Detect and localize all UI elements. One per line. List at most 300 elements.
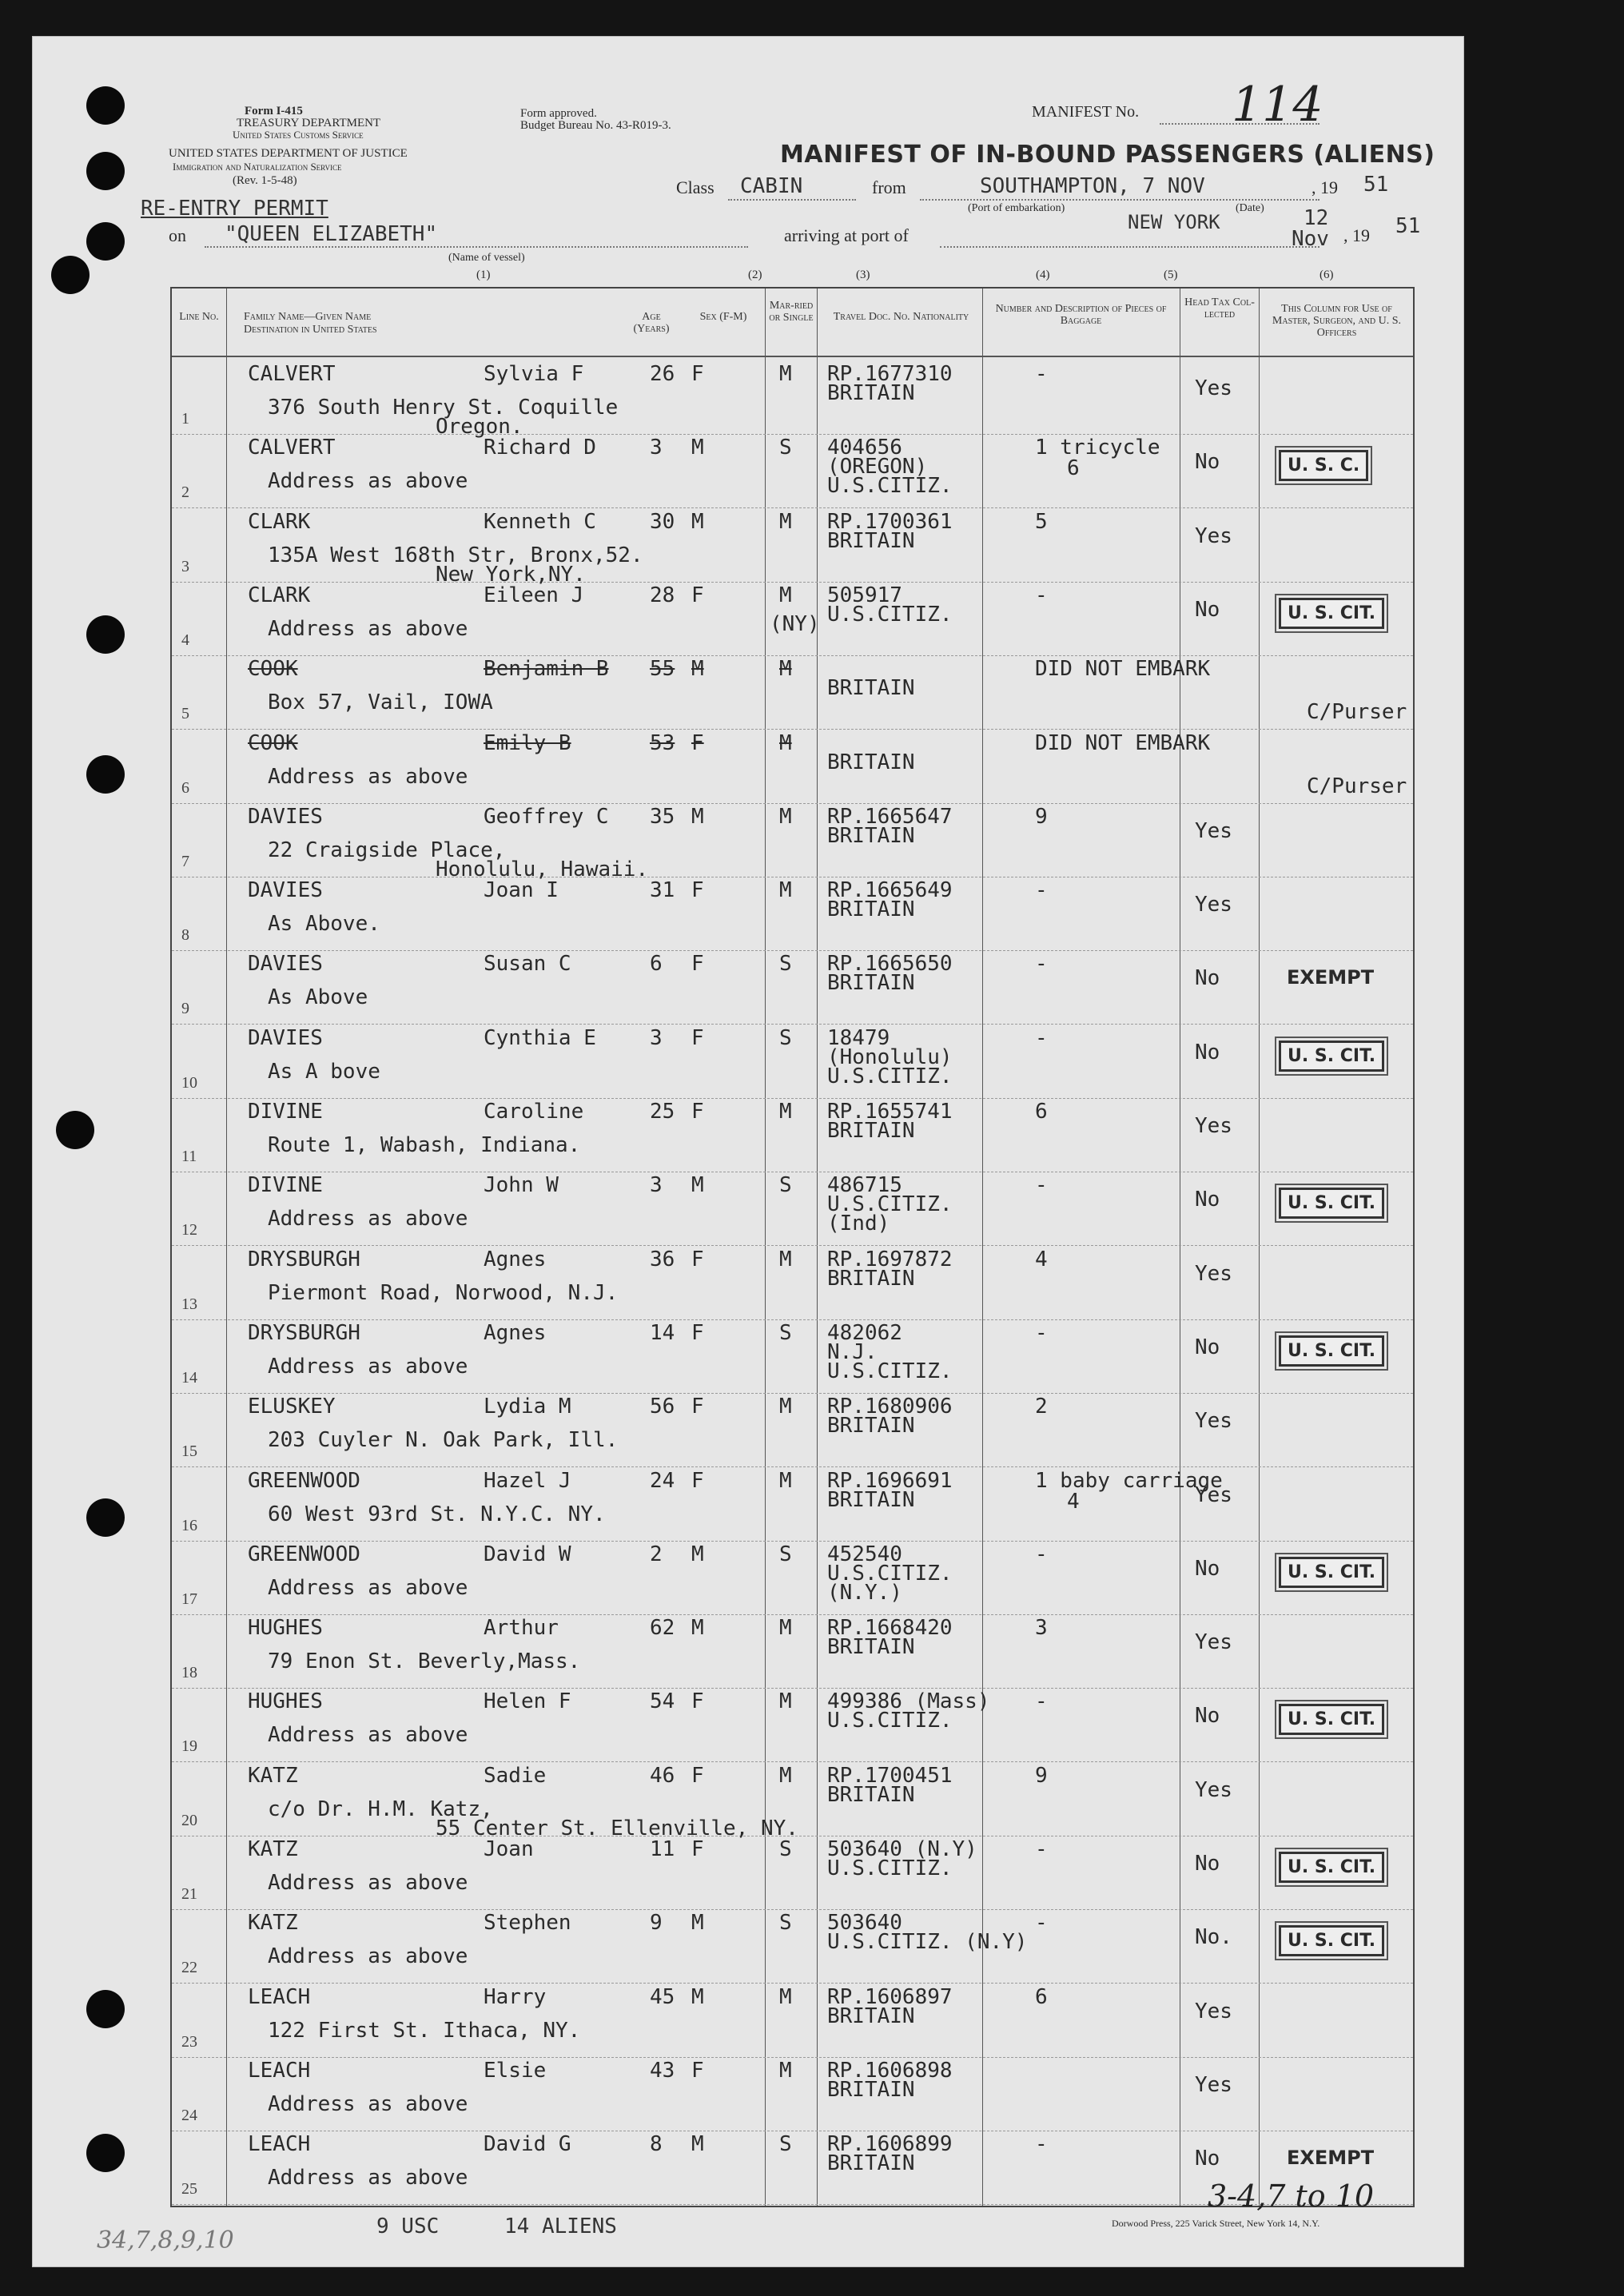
line-number: 8 — [181, 926, 189, 945]
printer-mark: Dorwood Press, 225 Varick Street, New York 14, N.Y. — [1112, 2218, 1320, 2229]
destination-line2: Oregon. — [436, 415, 523, 439]
head-tax: No — [1195, 1040, 1220, 1064]
date-caption: (Date) — [1236, 202, 1264, 214]
age: 14 — [650, 1320, 675, 1345]
head-tax: Yes — [1195, 523, 1232, 548]
marital-status: M — [779, 657, 792, 682]
travel-doc: 503640 — [827, 1911, 902, 1936]
destination: Address as above — [268, 1575, 468, 1600]
destination: Address as above — [268, 616, 468, 641]
age: 36 — [650, 1247, 675, 1271]
marital-status: S — [779, 1173, 792, 1198]
sex: M — [691, 1616, 704, 1641]
family-name: HUGHES — [248, 1616, 323, 1641]
table-row — [172, 800, 1413, 881]
family-name: DIVINE — [248, 1100, 323, 1124]
destination: Piermont Road, Norwood, N.J. — [268, 1280, 619, 1305]
travel-doc: RP.1665649 — [827, 878, 953, 903]
given-name: Hazel J — [484, 1468, 571, 1493]
nationality: N.J. — [827, 1339, 878, 1364]
travel-doc: RP.1606898 — [827, 2058, 953, 2083]
year-prefix-1: , 19 — [1312, 177, 1338, 197]
destination: Address as above — [268, 1207, 468, 1232]
age: 43 — [650, 2058, 675, 2083]
nationality: BRITAIN — [827, 528, 915, 553]
marital-note: (NY) — [770, 611, 820, 636]
travel-doc: RP.1606897 — [827, 1984, 953, 2009]
table-row — [172, 1021, 1413, 1099]
age: 55 — [650, 657, 675, 682]
marital-status: M — [779, 1984, 792, 2009]
col-num-3: (3) — [856, 269, 870, 281]
age: 31 — [650, 878, 675, 903]
marital-status: M — [779, 1763, 792, 1788]
nationality: BRITAIN — [827, 1266, 915, 1291]
nationality: BRITAIN — [827, 1414, 915, 1438]
age: 24 — [650, 1468, 675, 1493]
nationality-line2: U.S.CITIZ. — [827, 1359, 953, 1383]
head-tax: Yes — [1195, 1630, 1232, 1655]
line-number: 3 — [181, 557, 189, 575]
travel-doc: RP.1696691 — [827, 1468, 953, 1493]
family-name: DAVIES — [248, 952, 323, 977]
head-tax: No — [1195, 1188, 1220, 1212]
age: 28 — [650, 583, 675, 607]
manifest-label: MANIFEST No. — [1032, 103, 1140, 121]
family-name: KATZ — [248, 1837, 298, 1861]
line-number: 11 — [181, 1148, 197, 1165]
nationality: BRITAIN — [827, 381, 915, 405]
line-number: 5 — [181, 705, 189, 723]
given-name: Sadie — [484, 1763, 547, 1788]
manifest-number: 114 — [1232, 77, 1323, 133]
destination: As Above. — [268, 912, 380, 937]
baggage: - — [1035, 2132, 1048, 2157]
given-name: David W — [484, 1542, 571, 1566]
line-number: 15 — [181, 1442, 197, 1461]
baggage: 6 — [1035, 1100, 1048, 1124]
family-name: DRYSBURGH — [248, 1320, 360, 1345]
line-number: 25 — [181, 2180, 197, 2199]
nationality: BRITAIN — [827, 750, 915, 774]
col-num-5: (5) — [1164, 269, 1178, 281]
age: 30 — [650, 509, 675, 534]
baggage: 9 — [1035, 1763, 1048, 1788]
head-tax: Yes — [1195, 1482, 1232, 1507]
marital-status: S — [779, 436, 792, 460]
us-citizen-stamp: U. S. CIT. — [1279, 1925, 1384, 1956]
table-row — [172, 1390, 1413, 1467]
form-approved: Form approved. — [520, 107, 597, 120]
nationality: (OREGON) — [827, 455, 928, 479]
nationality: BRITAIN — [827, 2004, 915, 2028]
head-tax: No — [1195, 1556, 1220, 1581]
family-name: CALVERT — [248, 362, 336, 386]
given-name: Eileen J — [484, 583, 584, 607]
line-number: 22 — [181, 1959, 197, 1977]
sex: M — [691, 657, 704, 682]
family-name: CALVERT — [248, 436, 336, 460]
nationality: BRITAIN — [827, 2077, 915, 2102]
destination: As Above — [268, 985, 368, 1010]
nationality: BRITAIN — [827, 971, 915, 996]
age: 45 — [650, 1984, 675, 2009]
line-number: 6 — [181, 778, 189, 797]
travel-doc: 18479 — [827, 1025, 890, 1050]
baggage: - — [1035, 1542, 1048, 1566]
destination: Address as above — [268, 2091, 468, 2116]
destination: Address as above — [268, 1354, 468, 1379]
destination: 60 West 93rd St. N.Y.C. NY. — [268, 1502, 606, 1526]
age: 25 — [650, 1100, 675, 1124]
from-value: SOUTHAMPTON, 7 NOV — [980, 174, 1205, 198]
age: 6 — [650, 952, 663, 977]
nationality: BRITAIN — [827, 1119, 915, 1143]
given-name: Joan — [484, 1837, 534, 1861]
baggage: - — [1035, 362, 1048, 386]
nationality: BRITAIN — [827, 2151, 915, 2176]
given-name: Lydia M — [484, 1395, 571, 1419]
manifest-title: MANIFEST OF IN-BOUND PASSENGERS (ALIENS) — [780, 141, 1435, 169]
footer-aliens: 14 ALIENS — [504, 2214, 617, 2238]
line-number: 7 — [181, 852, 189, 870]
family-name: CLARK — [248, 509, 311, 534]
line-number: 21 — [181, 1885, 197, 1903]
head-tax: Yes — [1195, 1777, 1232, 1802]
sex: F — [691, 362, 704, 386]
destination: Address as above — [268, 764, 468, 789]
family-name: DAVIES — [248, 878, 323, 903]
header-line-no: Line No. — [179, 311, 219, 323]
baggage-line2: 4 — [1067, 1489, 1080, 1514]
given-name: Sylvia F — [484, 362, 584, 386]
baggage: - — [1035, 1837, 1048, 1861]
line-number: 14 — [181, 1368, 197, 1387]
table-row — [172, 873, 1413, 951]
exempt-mark: EXEMPT — [1287, 2147, 1375, 2170]
baggage: - — [1035, 1911, 1048, 1936]
nationality-line2: U.S.CITIZ. — [827, 1064, 953, 1088]
us-citizen-stamp: U. S. CIT. — [1279, 1335, 1384, 1367]
sex: M — [691, 1542, 704, 1566]
treasury-dept: TREASURY DEPARTMENT — [237, 117, 381, 129]
travel-doc: RP.1700361 — [827, 509, 953, 534]
purser-note: C/Purser — [1307, 774, 1407, 798]
punch-hole — [86, 1498, 125, 1537]
head-tax: Yes — [1195, 893, 1232, 917]
marital-status: M — [779, 804, 792, 829]
marital-status: M — [779, 583, 792, 607]
nationality: U.S.CITIZ. — [827, 1709, 953, 1733]
sex: M — [691, 2132, 704, 2157]
destination: c/o Dr. H.M. Katz, — [268, 1797, 493, 1821]
baggage: - — [1035, 952, 1048, 977]
nationality: BRITAIN — [827, 1487, 915, 1512]
sex: F — [691, 878, 704, 903]
marital-status: M — [779, 509, 792, 534]
us-citizen-stamp: U. S. CIT. — [1279, 1188, 1384, 1219]
travel-doc: 503640 (N.Y) — [827, 1837, 977, 1861]
sex: F — [691, 1689, 704, 1714]
marital-status: S — [779, 952, 792, 977]
exempt-mark: EXEMPT — [1287, 966, 1375, 989]
baggage: - — [1035, 1320, 1048, 1345]
sex: F — [691, 1395, 704, 1419]
destination: 122 First St. Ithaca, NY. — [268, 2018, 581, 2043]
line-number: 17 — [181, 1590, 197, 1608]
from-label: from — [872, 177, 906, 197]
travel-doc: 505917 — [827, 583, 902, 607]
age: 9 — [650, 1911, 663, 1936]
table-row — [172, 1759, 1413, 1840]
punch-hole — [51, 256, 90, 294]
destination: Address as above — [268, 1944, 468, 1969]
family-name: KATZ — [248, 1763, 298, 1788]
given-name: Helen F — [484, 1689, 571, 1714]
footer-hand-left: 34,7,8,9,10 — [97, 2226, 234, 2254]
customs-service: United States Customs Service — [233, 129, 364, 141]
footer-hand-right: 3-4,7 to 10 — [1208, 2179, 1375, 2214]
header-officers: This Column for Use of Master, Surgeon, and U. S. Officers — [1272, 303, 1402, 339]
travel-doc: 404656 — [827, 436, 902, 460]
travel-doc: 482062 — [827, 1320, 902, 1345]
marital-status: M — [779, 1247, 792, 1271]
head-tax: No — [1195, 1852, 1220, 1876]
head-tax: Yes — [1195, 2072, 1232, 2097]
family-name: GREENWOOD — [248, 1542, 360, 1566]
baggage: - — [1035, 1689, 1048, 1714]
travel-doc: RP.1665650 — [827, 952, 953, 977]
given-name: Cynthia E — [484, 1025, 596, 1050]
passenger-table — [170, 287, 1415, 2207]
header-travel-doc: Travel Doc. No. Nationality — [833, 311, 969, 323]
family-name: GREENWOOD — [248, 1468, 360, 1493]
purser-note: C/Purser — [1307, 700, 1407, 725]
arrival-day: 12 — [1304, 206, 1329, 230]
nationality: U.S.CITIZ. — [827, 1561, 953, 1586]
destination: Address as above — [268, 1723, 468, 1748]
table-row — [172, 579, 1413, 656]
nationality-line2: (Ind) — [827, 1212, 890, 1236]
given-name: Harry — [484, 1984, 547, 2009]
punch-hole — [86, 1990, 125, 2028]
age: 56 — [650, 1395, 675, 1419]
col-num-4: (4) — [1036, 269, 1050, 281]
head-tax: Yes — [1195, 1999, 1232, 2023]
destination: 203 Cuyler N. Oak Park, Ill. — [268, 1428, 619, 1453]
head-tax: Yes — [1195, 1114, 1232, 1138]
family-name: DRYSBURGH — [248, 1247, 360, 1271]
nationality-line2: (N.Y.) — [827, 1580, 902, 1605]
given-name: Caroline — [484, 1100, 584, 1124]
travel-doc: RP.1700451 — [827, 1763, 953, 1788]
age: 3 — [650, 436, 663, 460]
sex: F — [691, 583, 704, 607]
age: 26 — [650, 362, 675, 386]
budget-bureau: Budget Bureau No. 43-R019-3. — [520, 119, 671, 132]
punch-hole — [86, 615, 125, 654]
baggage-line2: 6 — [1067, 456, 1080, 481]
family-name: LEACH — [248, 2058, 311, 2083]
age: 3 — [650, 1173, 663, 1198]
baggage: 6 — [1035, 1984, 1048, 2009]
marital-status: M — [779, 1100, 792, 1124]
head-tax: No — [1195, 597, 1220, 622]
sex: F — [691, 1320, 704, 1345]
age: 8 — [650, 2132, 663, 2157]
sex: M — [691, 1984, 704, 2009]
table-row — [172, 1243, 1413, 1320]
family-name: COOK — [248, 657, 298, 682]
table-row — [172, 1316, 1413, 1394]
sex: F — [691, 1837, 704, 1861]
head-tax: No — [1195, 450, 1220, 475]
year-2: 51 — [1395, 214, 1421, 238]
family-name: LEACH — [248, 1984, 311, 2009]
us-citizen-stamp: U. S. CIT. — [1279, 1852, 1384, 1883]
given-name: Elsie — [484, 2058, 547, 2083]
age: 3 — [650, 1025, 663, 1050]
line-number: 16 — [181, 1516, 197, 1534]
arriving-label: arriving at port of — [784, 225, 909, 245]
nationality: (Honolulu) — [827, 1045, 953, 1069]
destination: Address as above — [268, 2166, 468, 2191]
table-row — [172, 1168, 1413, 1246]
nationality: BRITAIN — [827, 823, 915, 848]
destination: 79 Enon St. Beverly,Mass. — [268, 1649, 581, 1674]
marital-status: S — [779, 1837, 792, 1861]
baggage: - — [1035, 1173, 1048, 1198]
header-married: Mar-ried or Single — [769, 300, 814, 324]
sex: F — [691, 952, 704, 977]
table-row — [172, 726, 1413, 804]
head-tax: No — [1195, 1704, 1220, 1729]
baggage: 4 — [1035, 1247, 1048, 1271]
line-number: 2 — [181, 483, 189, 502]
family-name: KATZ — [248, 1911, 298, 1936]
baggage: 9 — [1035, 804, 1048, 829]
line-number: 9 — [181, 1000, 189, 1018]
head-tax: Yes — [1195, 818, 1232, 843]
marital-status: M — [779, 878, 792, 903]
table-row — [172, 1095, 1413, 1172]
manifest-sheet — [32, 36, 1464, 2267]
family-name: DAVIES — [248, 1025, 323, 1050]
travel-doc: RP.1668420 — [827, 1616, 953, 1641]
marital-status: S — [779, 1911, 792, 1936]
vessel-name: "QUEEN ELIZABETH" — [225, 222, 438, 246]
table-row — [172, 1611, 1413, 1689]
line-number: 12 — [181, 1221, 197, 1240]
table-row — [172, 431, 1413, 508]
nationality-line2: U.S.CITIZ. — [827, 474, 953, 499]
age: 46 — [650, 1763, 675, 1788]
punch-hole — [86, 2134, 125, 2172]
travel-doc: RP.1680906 — [827, 1395, 953, 1419]
given-name: Kenneth C — [484, 509, 596, 534]
age: 35 — [650, 804, 675, 829]
header-name: Family Name—Given Name — [244, 311, 372, 323]
family-name: LEACH — [248, 2132, 311, 2157]
sex: M — [691, 436, 704, 460]
given-name: Emily B — [484, 730, 571, 755]
family-name: CLARK — [248, 583, 311, 607]
family-name: HUGHES — [248, 1689, 323, 1714]
head-tax: Yes — [1195, 376, 1232, 400]
age: 2 — [650, 1542, 663, 1566]
us-citizen-stamp: U. S. CIT. — [1279, 1704, 1384, 1735]
header-baggage: Number and Description of Pieces of Baggage — [995, 303, 1167, 327]
footer-usc: 9 USC — [376, 2214, 440, 2238]
family-name: DIVINE — [248, 1173, 323, 1198]
baggage: DID NOT EMBARK — [1035, 657, 1211, 682]
class-value: CABIN — [740, 174, 803, 198]
destination: Box 57, Vail, IOWA — [268, 690, 493, 715]
sex: F — [691, 1247, 704, 1271]
given-name: Agnes — [484, 1247, 547, 1271]
line-number: 19 — [181, 1737, 197, 1756]
punch-hole — [86, 86, 125, 125]
arrival-month: Nov — [1292, 227, 1329, 251]
table-row — [172, 1464, 1413, 1542]
destination-line2: Honolulu, Hawaii. — [436, 857, 649, 881]
line-number: 13 — [181, 1295, 197, 1313]
on-label: on — [169, 225, 186, 245]
nationality: U.S.CITIZ. — [827, 1192, 953, 1217]
marital-status: M — [779, 1468, 792, 1493]
us-citizen-stamp: U. S. CIT. — [1279, 1557, 1384, 1588]
sex: F — [691, 2058, 704, 2083]
destination: Route 1, Wabash, Indiana. — [268, 1133, 581, 1157]
baggage: - — [1035, 583, 1048, 607]
sex: M — [691, 509, 704, 534]
year-1: 51 — [1363, 173, 1389, 197]
baggage: 2 — [1035, 1395, 1048, 1419]
punch-hole — [86, 152, 125, 190]
baggage: - — [1035, 1025, 1048, 1050]
arrival-port: NEW YORK — [1128, 211, 1220, 233]
table-row — [172, 357, 1413, 439]
given-name: Benjamin B — [484, 657, 609, 682]
baggage: 1 tricycle — [1035, 436, 1160, 460]
punch-hole — [86, 755, 125, 794]
col-num-1: (1) — [476, 269, 491, 281]
age: 11 — [650, 1837, 675, 1861]
table-row — [172, 947, 1413, 1025]
head-tax: No. — [1195, 1925, 1232, 1950]
nationality: U.S.CITIZ. — [827, 1856, 953, 1880]
line-number: 18 — [181, 1664, 197, 1682]
family-name: COOK — [248, 730, 298, 755]
table-row — [172, 1980, 1413, 2058]
punch-hole — [86, 222, 125, 261]
sex: F — [691, 1763, 704, 1788]
marital-status: M — [779, 730, 792, 755]
line-number: 24 — [181, 2106, 197, 2124]
table-row — [172, 652, 1413, 730]
marital-status: M — [779, 1616, 792, 1641]
head-tax: No — [1195, 966, 1220, 991]
line-number: 20 — [181, 1811, 197, 1829]
nationality: BRITAIN — [827, 1635, 915, 1660]
us-citizen-stamp: U. S. C. — [1279, 450, 1368, 481]
given-name: Agnes — [484, 1320, 547, 1345]
marital-status: S — [779, 1542, 792, 1566]
head-tax: Yes — [1195, 1409, 1232, 1434]
travel-doc: RP.1677310 — [827, 362, 953, 386]
table-row — [172, 1906, 1413, 1984]
marital-status: S — [779, 2132, 792, 2157]
